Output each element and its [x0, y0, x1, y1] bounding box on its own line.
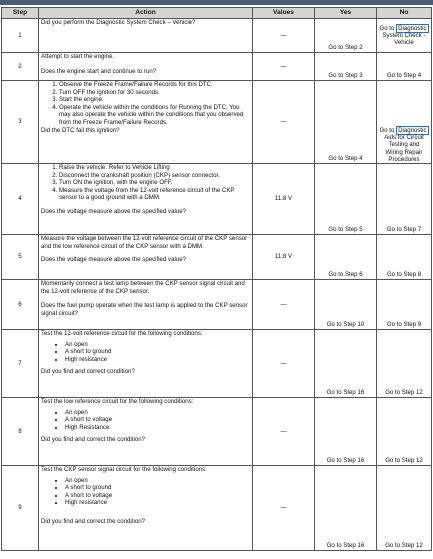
window-top-bar	[0, 0, 433, 5]
table-row	[2, 19, 432, 53]
yes-cell: Go to Step 5	[315, 164, 377, 235]
action-text: Momentarily connect a test lamp between the CKP sensor signal circuit and the 12-volt reference of the CKP sensor.	[41, 280, 245, 295]
action-question: Did you find and correct the condition?	[41, 517, 145, 525]
action-cell	[39, 164, 253, 235]
list-item: • A short to ground	[65, 484, 250, 492]
no-cell: Go to Step 12	[377, 398, 432, 466]
yes-cell: Go to Step 6	[315, 235, 377, 280]
step-number: 7	[2, 330, 39, 398]
step-number: 5	[2, 235, 39, 280]
action-cell	[39, 235, 253, 280]
action-cell	[39, 330, 253, 398]
value-cell: —	[253, 466, 315, 551]
diagnostic-link[interactable]: Diagnostic	[398, 24, 427, 32]
no-cell: Go to Diagnostic System Check - Vehicle	[377, 19, 432, 53]
header-row	[2, 8, 432, 19]
list-item: 2. Disconnect the crankshaft position (CKP) sensor connector.	[59, 172, 250, 180]
action-text: Test the 12-volt reference circuit for the following conditions:	[41, 330, 203, 337]
table-row	[2, 466, 432, 551]
list-item: • A short to voltage	[65, 492, 250, 500]
condition-list	[41, 341, 250, 364]
yes-cell: Go to Step 16	[315, 466, 377, 551]
action-cell	[39, 280, 253, 330]
no-cell: Go to Step 9	[377, 280, 432, 330]
action-question: Does the engine start and continue to run?	[41, 67, 157, 75]
action-text: Test the CKP sensor signal circuit for the following conditions:	[41, 466, 207, 473]
value-cell: —	[253, 280, 315, 330]
list-item: 4. Measure the voltage from the 12-volt reference circuit of the CKP sensor to a good ground with a DMM.	[59, 187, 250, 202]
header-no: No	[377, 8, 432, 19]
list-item: 4. Operate the vehicle within the conditions for Running the DTC. You may also operate the vehicle within the conditions that you observed from the Freeze Frame/Failure Records.	[59, 104, 250, 127]
table-row	[2, 81, 432, 164]
value-cell: —	[253, 398, 315, 466]
action-question: Did you find and correct condition?	[41, 368, 135, 376]
list-item: • High resistance	[65, 356, 250, 364]
action-question: Does the voltage measure above the specified value?	[41, 256, 186, 264]
condition-list	[41, 477, 250, 507]
list-item: • A short to voltage	[65, 416, 250, 424]
table-row	[2, 53, 432, 81]
yes-cell: Go to Step 16	[315, 398, 377, 466]
table-row	[2, 235, 432, 280]
action-text: Measure the voltage between the 12-volt reference circuit of the CKP sensor and the low reference circuit of the CKP sensor with a DMM.	[41, 235, 248, 250]
yes-cell: Go to Step 4	[315, 81, 377, 164]
action-cell	[39, 398, 253, 466]
action-text: Attempt to start the engine.	[41, 53, 115, 60]
action-question: Did you find and correct the condition?	[41, 436, 145, 444]
step-number: 3	[2, 81, 39, 164]
no-cell: Go to Step 12	[377, 330, 432, 398]
yes-cell: Go to Step 3	[315, 53, 377, 81]
list-item: 3. Start the engine.	[59, 96, 250, 104]
list-item: 3. Turn ON the ignition, with the engine OFF.	[59, 179, 250, 187]
value-cell: 11.8 V	[253, 164, 315, 235]
action-cell	[39, 81, 253, 164]
list-item: 2. Turn OFF the ignition for 30 seconds.	[59, 89, 250, 97]
step-number: 6	[2, 280, 39, 330]
table-row	[2, 330, 432, 398]
header-step: Step	[2, 8, 39, 19]
value-cell: —	[253, 81, 315, 164]
action-cell	[39, 19, 253, 53]
action-text: Did you perform the Diagnostic System Check – Vehicle?	[41, 19, 196, 26]
step-number: 2	[2, 53, 39, 81]
yes-cell: Go to Step 10	[315, 280, 377, 330]
yes-cell: Go to Step 2	[315, 19, 377, 53]
value-cell: —	[253, 330, 315, 398]
no-cell: Go to Diagnostic Aids for Circuit Testing and Wiring Repair Procedures	[377, 81, 432, 164]
step-number: 9	[2, 466, 39, 551]
list-item: • High Resistance	[65, 424, 250, 432]
table-row	[2, 398, 432, 466]
action-cell	[39, 53, 253, 81]
instruction-list	[41, 81, 250, 127]
action-question: Does the fuel pump operate when the test lamp is applied to the CKP sensor signal circuit?	[41, 302, 248, 317]
list-item: 1. Observe the Freeze Frame/Failure Records for this DTC.	[59, 81, 250, 89]
step-number: 4	[2, 164, 39, 235]
action-question: Does the voltage measure above the specified value?	[41, 207, 186, 215]
condition-list	[41, 409, 250, 432]
action-cell	[39, 466, 253, 551]
no-cell: Go to Step 7	[377, 164, 432, 235]
value-cell: 11.8 V	[253, 235, 315, 280]
step-number: 8	[2, 398, 39, 466]
table-row	[2, 164, 432, 235]
list-item: • A short to ground	[65, 348, 250, 356]
list-item: • An open	[65, 477, 250, 485]
no-cell: Go to Step 4	[377, 53, 432, 81]
list-item: • An open	[65, 409, 250, 417]
diagnostic-table	[1, 7, 432, 551]
value-cell: —	[253, 19, 315, 53]
step-number: 1	[2, 19, 39, 53]
list-item: 1. Raise the vehicle. Refer to Vehicle Lifting	[59, 164, 250, 172]
header-values: Values	[253, 8, 315, 19]
instruction-list	[41, 164, 250, 202]
no-cell: Go to Step 12	[377, 466, 432, 551]
action-question: Did the DTC fail this ignition?	[41, 126, 120, 134]
table-row	[2, 280, 432, 330]
header-action: Action	[39, 8, 253, 19]
action-text: Test the low reference circuit for the following conditions:	[41, 398, 194, 405]
value-cell: —	[253, 53, 315, 81]
yes-cell: Go to Step 16	[315, 330, 377, 398]
header-yes: Yes	[315, 8, 377, 19]
list-item: • High resistance	[65, 499, 250, 507]
diagnostic-link[interactable]: Diagnostic	[398, 126, 427, 134]
no-cell: Go to Step 8	[377, 235, 432, 280]
list-item: • An open	[65, 341, 250, 349]
